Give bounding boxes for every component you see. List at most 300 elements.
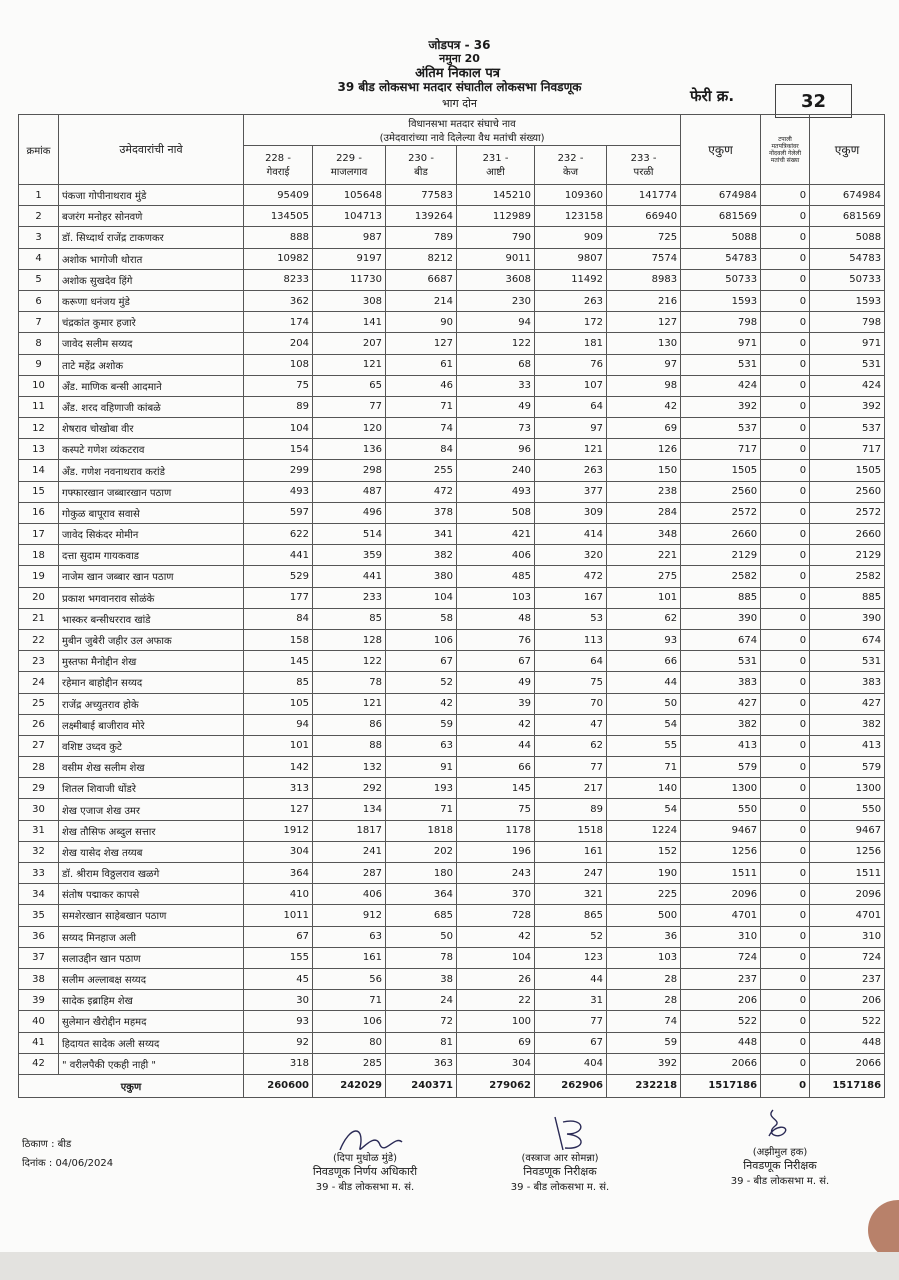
total-cell: 240371 bbox=[386, 1074, 457, 1097]
segment-votes: 622 bbox=[244, 524, 313, 545]
serial-cell: 31 bbox=[19, 820, 59, 841]
candidate-row bbox=[19, 608, 885, 629]
segment-votes: 341 bbox=[386, 524, 457, 545]
segment-votes: 320 bbox=[535, 545, 607, 566]
segment-name: आष्टी bbox=[486, 166, 505, 178]
segment-votes: 84 bbox=[244, 608, 313, 629]
candidate-row bbox=[19, 926, 885, 947]
postal-votes: 0 bbox=[761, 524, 810, 545]
total-cell: 242029 bbox=[313, 1074, 386, 1097]
candidate-row bbox=[19, 968, 885, 989]
segment-votes: 28 bbox=[607, 990, 681, 1011]
segment-code: 232 - bbox=[557, 152, 584, 164]
segment-votes: 127 bbox=[607, 312, 681, 333]
segment-votes: 359 bbox=[313, 545, 386, 566]
serial-cell: 2 bbox=[19, 206, 59, 227]
segment-votes: 225 bbox=[607, 884, 681, 905]
candidate-name: प्रकाश भगवानराव सोळंके bbox=[59, 587, 244, 608]
signature-block-2 bbox=[480, 1150, 640, 1193]
segment-votes: 100 bbox=[457, 1011, 535, 1032]
grand-total-votes: 885 bbox=[810, 587, 885, 608]
candidate-row bbox=[19, 460, 885, 481]
postal-votes: 0 bbox=[761, 587, 810, 608]
candidate-row bbox=[19, 418, 885, 439]
segment-votes: 127 bbox=[386, 333, 457, 354]
total-votes: 885 bbox=[681, 587, 761, 608]
candidate-name: शेख तौसिफ अब्दुल सत्तार bbox=[59, 820, 244, 841]
candidate-name: जावेद सलीम सय्यद bbox=[59, 333, 244, 354]
segment-votes: 230 bbox=[457, 290, 535, 311]
segment-votes: 888 bbox=[244, 227, 313, 248]
segment-votes: 309 bbox=[535, 502, 607, 523]
postal-votes: 0 bbox=[761, 290, 810, 311]
document-title: अंतिम निकाल पत्र bbox=[415, 66, 500, 81]
segment-votes: 364 bbox=[386, 884, 457, 905]
postal-votes: 0 bbox=[761, 820, 810, 841]
segment-votes: 48 bbox=[457, 608, 535, 629]
segment-votes: 78 bbox=[313, 672, 386, 693]
grand-total-votes: 427 bbox=[810, 693, 885, 714]
segment-votes: 912 bbox=[313, 905, 386, 926]
segment-votes: 196 bbox=[457, 841, 535, 862]
serial-cell: 8 bbox=[19, 333, 59, 354]
segment-name: बीड bbox=[414, 166, 428, 178]
segment-votes: 10982 bbox=[244, 248, 313, 269]
segment-votes: 377 bbox=[535, 481, 607, 502]
serial-cell: 23 bbox=[19, 651, 59, 672]
background-strip bbox=[0, 1252, 899, 1280]
segment-votes: 62 bbox=[607, 608, 681, 629]
segment-votes: 122 bbox=[457, 333, 535, 354]
total-votes: 2582 bbox=[681, 566, 761, 587]
total-votes: 1511 bbox=[681, 863, 761, 884]
segment-code: 231 - bbox=[482, 152, 509, 164]
segment-votes: 74 bbox=[386, 418, 457, 439]
serial-cell: 19 bbox=[19, 566, 59, 587]
signatory-role: निवडणूक निरीक्षक bbox=[523, 1165, 597, 1178]
segment-votes: 52 bbox=[535, 926, 607, 947]
segment-votes: 909 bbox=[535, 227, 607, 248]
segment-votes: 128 bbox=[313, 629, 386, 650]
serial-cell: 10 bbox=[19, 375, 59, 396]
segment-votes: 9807 bbox=[535, 248, 607, 269]
candidate-row bbox=[19, 185, 885, 206]
serial-cell: 7 bbox=[19, 312, 59, 333]
serial-cell: 30 bbox=[19, 799, 59, 820]
segment-votes: 112989 bbox=[457, 206, 535, 227]
candidate-name: करूणा धनंजय मुंडे bbox=[59, 290, 244, 311]
segment-votes: 284 bbox=[607, 502, 681, 523]
grand-total-votes: 579 bbox=[810, 757, 885, 778]
grand-total-votes: 531 bbox=[810, 651, 885, 672]
postal-votes: 0 bbox=[761, 269, 810, 290]
segment-votes: 95409 bbox=[244, 185, 313, 206]
grand-total-votes: 1593 bbox=[810, 290, 885, 311]
col-group-title: विधानसभा मतदार संघाचे नाव bbox=[408, 119, 516, 130]
results-table bbox=[18, 114, 885, 1098]
candidate-row bbox=[19, 1011, 885, 1032]
postal-votes: 0 bbox=[761, 206, 810, 227]
segment-votes: 221 bbox=[607, 545, 681, 566]
candidate-name: चंद्रकांत कुमार हजारे bbox=[59, 312, 244, 333]
signature-scribble-2 bbox=[545, 1112, 595, 1154]
candidate-name: संतोष पद्माकर कापसे bbox=[59, 884, 244, 905]
total-votes: 2572 bbox=[681, 502, 761, 523]
segment-votes: 145 bbox=[457, 778, 535, 799]
segment-votes: 1817 bbox=[313, 820, 386, 841]
segment-votes: 181 bbox=[535, 333, 607, 354]
segment-votes: 127 bbox=[244, 799, 313, 820]
segment-votes: 74 bbox=[607, 1011, 681, 1032]
postal-votes: 0 bbox=[761, 375, 810, 396]
segment-votes: 263 bbox=[535, 460, 607, 481]
candidate-row bbox=[19, 206, 885, 227]
serial-cell: 3 bbox=[19, 227, 59, 248]
segment-votes: 298 bbox=[313, 460, 386, 481]
segment-votes: 69 bbox=[607, 418, 681, 439]
document-subtitle: 39 बीड लोकसभा मतदार संघातील लोकसभा निवडणूक bbox=[337, 80, 582, 94]
segment-votes: 865 bbox=[535, 905, 607, 926]
segment-votes: 313 bbox=[244, 778, 313, 799]
total-votes: 4701 bbox=[681, 905, 761, 926]
grand-total-votes: 1511 bbox=[810, 863, 885, 884]
segment-name: केज bbox=[562, 166, 579, 178]
segment-votes: 121 bbox=[313, 354, 386, 375]
total-row bbox=[19, 1074, 885, 1097]
segment-votes: 94 bbox=[244, 714, 313, 735]
segment-votes: 69 bbox=[457, 1032, 535, 1053]
segment-votes: 50 bbox=[607, 693, 681, 714]
postal-votes: 0 bbox=[761, 735, 810, 756]
candidate-row bbox=[19, 524, 885, 545]
segment-votes: 789 bbox=[386, 227, 457, 248]
segment-votes: 8983 bbox=[607, 269, 681, 290]
postal-votes: 0 bbox=[761, 333, 810, 354]
postal-votes: 0 bbox=[761, 460, 810, 481]
segment-votes: 64 bbox=[535, 396, 607, 417]
col-total-header: एकुण bbox=[681, 115, 761, 185]
segment-votes: 49 bbox=[457, 672, 535, 693]
total-votes: 531 bbox=[681, 651, 761, 672]
postal-votes: 0 bbox=[761, 651, 810, 672]
segment-votes: 104 bbox=[457, 947, 535, 968]
segment-votes: 380 bbox=[386, 566, 457, 587]
segment-votes: 85 bbox=[244, 672, 313, 693]
segment-votes: 441 bbox=[244, 545, 313, 566]
candidate-row bbox=[19, 714, 885, 735]
segment-votes: 155 bbox=[244, 947, 313, 968]
segment-votes: 190 bbox=[607, 863, 681, 884]
signatory-constituency: 39 - बीड लोकसभा म. सं. bbox=[730, 1176, 830, 1187]
candidate-name: सुलेमान खैरोद्दीन महमद bbox=[59, 1011, 244, 1032]
total-votes: 674984 bbox=[681, 185, 761, 206]
col-group-subtitle: (उमेदवारांच्या नावे दिलेल्या वैध मतांची संख्या) bbox=[379, 133, 545, 144]
candidate-name: सय्यद मिनहाज अली bbox=[59, 926, 244, 947]
segment-votes: 370 bbox=[457, 884, 535, 905]
segment-votes: 202 bbox=[386, 841, 457, 862]
postal-votes: 0 bbox=[761, 841, 810, 862]
candidate-name: समशेरखान साहेबखान पठाण bbox=[59, 905, 244, 926]
segment-name: परळी bbox=[633, 166, 654, 178]
signatory-constituency: 39 - बीड लोकसभा म. सं. bbox=[510, 1182, 610, 1193]
segment-votes: 180 bbox=[386, 863, 457, 884]
grand-total-votes: 448 bbox=[810, 1032, 885, 1053]
candidate-name: कस्पटे गणेश व्यंकटराव bbox=[59, 439, 244, 460]
segment-votes: 132 bbox=[313, 757, 386, 778]
segment-votes: 406 bbox=[313, 884, 386, 905]
segment-votes: 134 bbox=[313, 799, 386, 820]
grand-total-votes: 2096 bbox=[810, 884, 885, 905]
segment-votes: 91 bbox=[386, 757, 457, 778]
candidate-row bbox=[19, 566, 885, 587]
segment-name: गेवराई bbox=[266, 166, 290, 178]
segment-votes: 378 bbox=[386, 502, 457, 523]
total-votes: 427 bbox=[681, 693, 761, 714]
segment-header bbox=[607, 146, 681, 185]
candidate-name: मुस्तफा मैनोद्दीन शेख bbox=[59, 651, 244, 672]
segment-votes: 76 bbox=[457, 629, 535, 650]
segment-votes: 247 bbox=[535, 863, 607, 884]
segment-votes: 145 bbox=[244, 651, 313, 672]
segment-votes: 136 bbox=[313, 439, 386, 460]
segment-votes: 84 bbox=[386, 439, 457, 460]
segment-votes: 364 bbox=[244, 863, 313, 884]
signatory-name: (वस्त्राज आर सोमन्ना) bbox=[521, 1153, 599, 1164]
segment-votes: 105648 bbox=[313, 185, 386, 206]
candidate-name: रहेमान बाहोद्दीन सय्यद bbox=[59, 672, 244, 693]
grand-total-votes: 717 bbox=[810, 439, 885, 460]
candidate-row bbox=[19, 502, 885, 523]
segment-header bbox=[244, 146, 313, 185]
total-votes: 54783 bbox=[681, 248, 761, 269]
segment-votes: 71 bbox=[607, 757, 681, 778]
candidate-row bbox=[19, 990, 885, 1011]
segment-votes: 152 bbox=[607, 841, 681, 862]
candidate-row bbox=[19, 396, 885, 417]
segment-votes: 103 bbox=[607, 947, 681, 968]
segment-votes: 216 bbox=[607, 290, 681, 311]
place-location: ठिकाण : बीड bbox=[22, 1139, 72, 1150]
serial-cell: 1 bbox=[19, 185, 59, 206]
segment-votes: 94 bbox=[457, 312, 535, 333]
grand-total-votes: 2066 bbox=[810, 1053, 885, 1074]
segment-votes: 86 bbox=[313, 714, 386, 735]
candidate-row bbox=[19, 227, 885, 248]
total-votes: 424 bbox=[681, 375, 761, 396]
segment-votes: 45 bbox=[244, 968, 313, 989]
grand-total-votes: 2129 bbox=[810, 545, 885, 566]
candidate-row bbox=[19, 481, 885, 502]
grand-total-votes: 413 bbox=[810, 735, 885, 756]
serial-cell: 40 bbox=[19, 1011, 59, 1032]
segment-votes: 71 bbox=[313, 990, 386, 1011]
segment-votes: 485 bbox=[457, 566, 535, 587]
candidate-name: गफ्फारखान जब्बारखान पठाण bbox=[59, 481, 244, 502]
segment-votes: 104 bbox=[386, 587, 457, 608]
segment-votes: 85 bbox=[313, 608, 386, 629]
candidate-row bbox=[19, 820, 885, 841]
segment-votes: 72 bbox=[386, 1011, 457, 1032]
segment-header bbox=[386, 146, 457, 185]
segment-votes: 363 bbox=[386, 1053, 457, 1074]
segment-votes: 172 bbox=[535, 312, 607, 333]
segment-votes: 1912 bbox=[244, 820, 313, 841]
segment-votes: 508 bbox=[457, 502, 535, 523]
segment-votes: 9197 bbox=[313, 248, 386, 269]
segment-votes: 54 bbox=[607, 799, 681, 820]
segment-votes: 33 bbox=[457, 375, 535, 396]
total-votes: 579 bbox=[681, 757, 761, 778]
candidate-row bbox=[19, 333, 885, 354]
segment-votes: 1518 bbox=[535, 820, 607, 841]
serial-cell: 13 bbox=[19, 439, 59, 460]
segment-votes: 123 bbox=[535, 947, 607, 968]
grand-total-votes: 2660 bbox=[810, 524, 885, 545]
total-votes: 2560 bbox=[681, 481, 761, 502]
segment-votes: 134505 bbox=[244, 206, 313, 227]
segment-votes: 120 bbox=[313, 418, 386, 439]
segment-votes: 62 bbox=[535, 735, 607, 756]
serial-cell: 33 bbox=[19, 863, 59, 884]
candidate-name: अशोक सुखदेव हिंगे bbox=[59, 269, 244, 290]
segment-votes: 161 bbox=[535, 841, 607, 862]
grand-total-votes: 674984 bbox=[810, 185, 885, 206]
col-serial-header: क्रमांक bbox=[19, 115, 59, 185]
segment-votes: 71 bbox=[386, 799, 457, 820]
candidate-row bbox=[19, 248, 885, 269]
segment-votes: 6687 bbox=[386, 269, 457, 290]
segment-votes: 217 bbox=[535, 778, 607, 799]
postal-votes: 0 bbox=[761, 693, 810, 714]
segment-votes: 414 bbox=[535, 524, 607, 545]
segment-votes: 7574 bbox=[607, 248, 681, 269]
candidate-name: गोकुळ बापूराव सवासे bbox=[59, 502, 244, 523]
segment-votes: 88 bbox=[313, 735, 386, 756]
grand-total-votes: 724 bbox=[810, 947, 885, 968]
segment-code: 228 - bbox=[265, 152, 291, 164]
segment-votes: 53 bbox=[535, 608, 607, 629]
postal-votes: 0 bbox=[761, 502, 810, 523]
segment-header bbox=[535, 146, 607, 185]
segment-votes: 382 bbox=[386, 545, 457, 566]
segment-votes: 75 bbox=[535, 672, 607, 693]
candidate-row bbox=[19, 439, 885, 460]
postal-votes: 0 bbox=[761, 481, 810, 502]
segment-votes: 44 bbox=[607, 672, 681, 693]
total-votes: 1505 bbox=[681, 460, 761, 481]
total-votes: 798 bbox=[681, 312, 761, 333]
segment-votes: 90 bbox=[386, 312, 457, 333]
candidate-name: अँड. माणिक बन्सी आदमाने bbox=[59, 375, 244, 396]
segment-votes: 63 bbox=[313, 926, 386, 947]
segment-votes: 81 bbox=[386, 1032, 457, 1053]
segment-votes: 275 bbox=[607, 566, 681, 587]
serial-cell: 18 bbox=[19, 545, 59, 566]
serial-cell: 4 bbox=[19, 248, 59, 269]
serial-cell: 15 bbox=[19, 481, 59, 502]
candidate-name: जावेद सिकंदर मोमीन bbox=[59, 524, 244, 545]
total-votes: 237 bbox=[681, 968, 761, 989]
segment-votes: 207 bbox=[313, 333, 386, 354]
serial-cell: 35 bbox=[19, 905, 59, 926]
segment-votes: 59 bbox=[386, 714, 457, 735]
segment-votes: 52 bbox=[386, 672, 457, 693]
total-votes: 50733 bbox=[681, 269, 761, 290]
candidate-name: सादेक इब्राहिम शेख bbox=[59, 990, 244, 1011]
candidate-row bbox=[19, 757, 885, 778]
total-votes: 971 bbox=[681, 333, 761, 354]
postal-votes: 0 bbox=[761, 990, 810, 1011]
serial-cell: 36 bbox=[19, 926, 59, 947]
grand-total-votes: 531 bbox=[810, 354, 885, 375]
segment-votes: 141 bbox=[313, 312, 386, 333]
segment-votes: 108 bbox=[244, 354, 313, 375]
col-grand-header: एकुण bbox=[810, 115, 885, 185]
total-grand: 1517186 bbox=[810, 1074, 885, 1097]
segment-votes: 73 bbox=[457, 418, 535, 439]
candidate-row bbox=[19, 905, 885, 926]
grand-total-votes: 390 bbox=[810, 608, 885, 629]
segment-votes: 70 bbox=[535, 693, 607, 714]
segment-votes: 790 bbox=[457, 227, 535, 248]
segment-votes: 22 bbox=[457, 990, 535, 1011]
segment-votes: 66940 bbox=[607, 206, 681, 227]
grand-total-votes: 4701 bbox=[810, 905, 885, 926]
segment-votes: 233 bbox=[313, 587, 386, 608]
segment-votes: 46 bbox=[386, 375, 457, 396]
segment-votes: 177 bbox=[244, 587, 313, 608]
segment-votes: 66 bbox=[607, 651, 681, 672]
postal-votes: 0 bbox=[761, 566, 810, 587]
segment-votes: 123158 bbox=[535, 206, 607, 227]
grand-total-votes: 383 bbox=[810, 672, 885, 693]
segment-votes: 392 bbox=[607, 1053, 681, 1074]
serial-cell: 20 bbox=[19, 587, 59, 608]
segment-votes: 496 bbox=[313, 502, 386, 523]
segment-votes: 101 bbox=[607, 587, 681, 608]
candidate-row bbox=[19, 290, 885, 311]
grand-total-votes: 2572 bbox=[810, 502, 885, 523]
segment-votes: 1178 bbox=[457, 820, 535, 841]
segment-votes: 142 bbox=[244, 757, 313, 778]
segment-votes: 36 bbox=[607, 926, 681, 947]
grand-total-votes: 2582 bbox=[810, 566, 885, 587]
segment-votes: 529 bbox=[244, 566, 313, 587]
postal-votes: 0 bbox=[761, 354, 810, 375]
segment-votes: 238 bbox=[607, 481, 681, 502]
candidate-name: लक्ष्मीबाई बाजीराव मोरे bbox=[59, 714, 244, 735]
coin-object bbox=[868, 1200, 899, 1260]
segment-votes: 105 bbox=[244, 693, 313, 714]
postal-votes: 0 bbox=[761, 778, 810, 799]
round-number: 32 bbox=[775, 84, 852, 118]
segment-votes: 42 bbox=[386, 693, 457, 714]
segment-votes: 141774 bbox=[607, 185, 681, 206]
postal-votes: 0 bbox=[761, 968, 810, 989]
segment-votes: 500 bbox=[607, 905, 681, 926]
segment-name: माजलगाव bbox=[330, 166, 368, 178]
total-postal: 0 bbox=[761, 1074, 810, 1097]
segment-header bbox=[457, 146, 535, 185]
segment-votes: 104713 bbox=[313, 206, 386, 227]
postal-votes: 0 bbox=[761, 312, 810, 333]
segment-votes: 44 bbox=[535, 968, 607, 989]
grand-total-votes: 392 bbox=[810, 396, 885, 417]
segment-votes: 104 bbox=[244, 418, 313, 439]
candidate-row bbox=[19, 947, 885, 968]
total-votes: 1256 bbox=[681, 841, 761, 862]
segment-votes: 61 bbox=[386, 354, 457, 375]
